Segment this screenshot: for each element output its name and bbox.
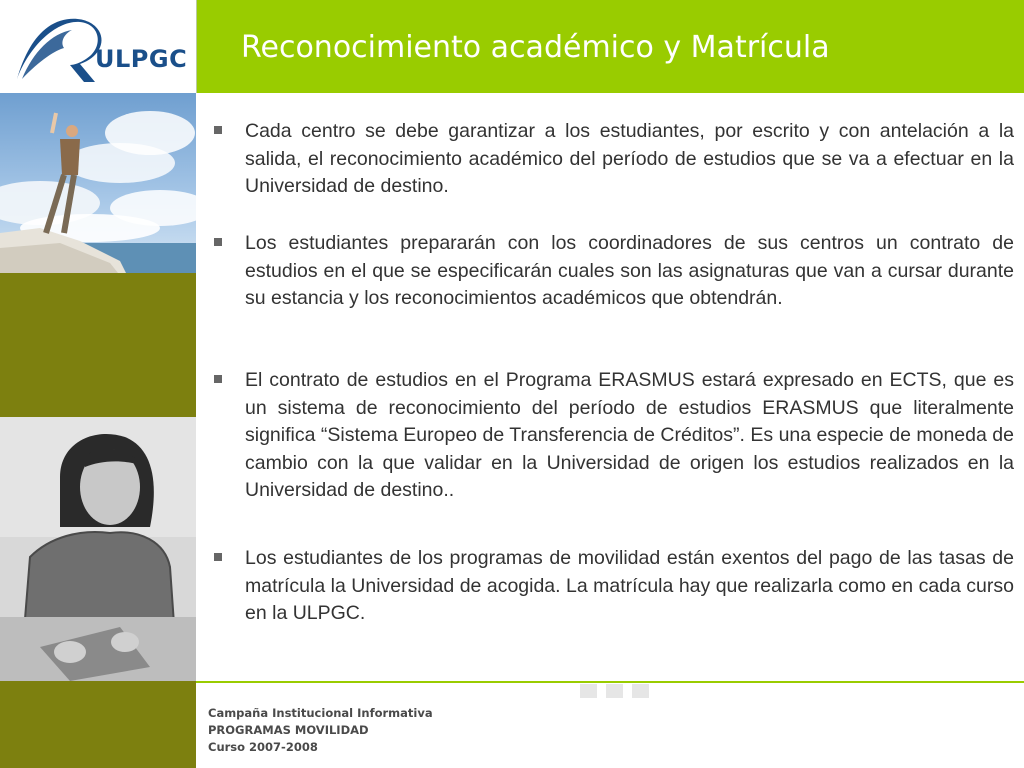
bullet-text: Cada centro se debe garantizar a los estudiantes, por escrito y con antelación a la salida, el reconocimiento académico del período de estudios que se va a efectuar en la Universidad de destino. [245,120,1014,197]
footer-divider [196,681,1024,683]
dot-icon [580,684,597,698]
olive-footer-panel [0,681,196,768]
footer-program: PROGRAMAS MOVILIDAD [208,723,369,737]
footer-text [208,705,433,756]
dot-icon [606,684,623,698]
bullet-text: Los estudiantes de los programas de movilidad están exentos del pago de las tasas de matrícula la Universidad de acogida. La matrícula hay que realizarla como en cada curso en la ULPGC. [245,547,1014,624]
olive-panel [0,273,196,417]
footer-campaign: Campaña Institucional Informativa [208,706,433,720]
photo-woman-at-desk [0,417,196,681]
footer-course: Curso 2007-2008 [208,740,318,754]
logo-text: ULPGC [95,45,188,73]
bullet-text: Los estudiantes prepararán con los coordinadores de sus centros un contrato de estudios en el que se especificarán cuales son las asignaturas que van a cursar durante su estancia y los reconocimientos académicos que obtendrán. [245,232,1014,309]
page-title: Reconocimiento académico y Matrícula [241,30,830,65]
bullet-icon [214,126,222,134]
dot-icon [632,684,649,698]
bullet-text: El contrato de estudios en el Programa ERASMUS estará expresado en ECTS, que es un sistema de reconocimiento del período de estudios ERASMUS que literalmente significa “Sistema Europeo de Transferencia de Créditos”. Es una especie de moneda de cambio con la que validar en la Universidad de origen los estudios realizados en la Universidad de destino.. [245,369,1014,501]
photo-man-on-cliff [0,93,196,273]
logo-area [0,0,197,93]
title-bar [197,0,1024,93]
bullet-icon [214,553,222,561]
bullet-icon [214,375,222,383]
bullet-icon [214,238,222,246]
